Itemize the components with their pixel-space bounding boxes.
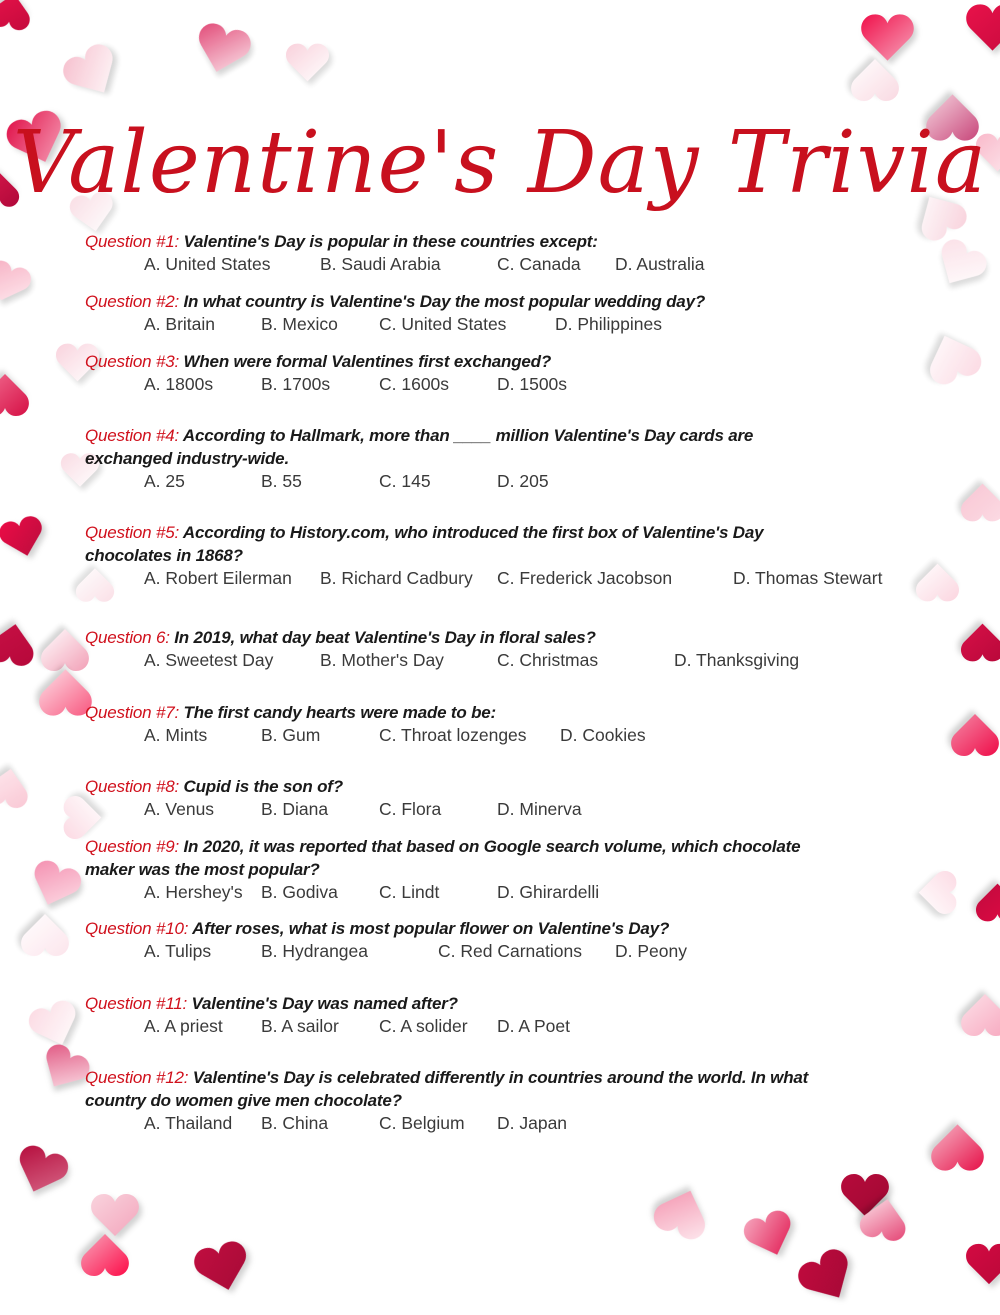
answer-option-b: B. A sailor [261,1016,339,1036]
answer-option-a: A. 25 [144,471,185,491]
answer-option-d: D. 1500s [497,374,568,394]
question-label: Question #12: [85,1068,189,1087]
answer-option-d: D. Philippines [555,314,662,334]
heart-icon [850,55,900,105]
answer-option-d: D. A Poet [497,1016,570,1036]
answer-option-c: C. United States [379,314,507,334]
question-text [85,1066,815,1112]
question-9 [85,835,945,904]
answer-options [85,253,945,276]
question-prompt: Cupid is the son of? [183,777,343,796]
answer-option-c: C. A solider [379,1016,468,1036]
question-label: Question 6: [85,628,170,647]
answer-option-d: D. Cookies [560,725,646,745]
answer-option-b: B. Godiva [261,882,338,902]
heart-icon [189,1234,256,1301]
answer-option-c: C. Christmas [497,650,599,670]
question-12 [85,1066,945,1135]
answer-options [85,567,945,590]
question-prompt: After roses, what is most popular flower on Valentine's Day? [192,919,670,938]
heart-icon [965,1240,1000,1288]
question-text [85,521,815,567]
answer-option-d: D. Thanksgiving [674,650,800,670]
question-7 [85,701,945,747]
question-prompt: According to History.com, who introduced the first box of Valentine's Day chocolates in 1868? [85,523,764,565]
heart-icon [0,510,50,565]
heart-icon [55,35,130,110]
question-label: Question #4: [85,426,179,445]
question-4 [85,424,945,493]
heart-icon [790,1240,865,1315]
answer-option-b: B. 1700s [261,374,331,394]
answer-options [85,798,945,821]
question-text [85,835,815,881]
answer-option-d: D. Australia [615,254,705,274]
answer-options [85,881,945,904]
answer-option-c: C. Throat lozenges [379,725,527,745]
answer-option-d: D. Minerva [497,799,582,819]
question-label: Question #9: [85,837,179,856]
heart-icon [0,0,35,35]
answer-option-b: B. Mexico [261,314,338,334]
question-11 [85,992,945,1038]
question-label: Question #8: [85,777,179,796]
answer-options [85,724,945,747]
answer-option-a: A. United States [144,254,271,274]
question-prompt: When were formal Valentines first exchanged? [183,352,552,371]
heart-icon [0,254,36,312]
answer-option-c: C. Red Carnations [438,941,582,961]
question-label: Question #10: [85,919,189,938]
answer-option-a: A. Thailand [144,1113,233,1133]
answer-options [85,313,945,336]
question-prompt: In 2019, what day beat Valentine's Day in floral sales? [174,628,596,647]
question-label: Question #7: [85,703,179,722]
answer-option-d: D. Peony [615,941,687,961]
answer-option-c: C. Frederick Jacobson [497,568,673,588]
question-label: Question #11: [85,994,187,1013]
answer-option-d: D. Japan [497,1113,568,1133]
question-prompt: In what country is Valentine's Day the most popular wedding day? [183,292,706,311]
question-text [85,290,945,313]
answer-option-a: A. Tulips [144,941,212,961]
heart-icon [285,40,330,85]
question-2 [85,290,945,336]
answer-option-b: B. Diana [261,799,329,819]
heart-icon [189,16,256,83]
page-title: Valentine's Day Trivia [12,112,988,213]
question-prompt: In 2020, it was reported that based on Google search volume, which chocolate maker was the most popular? [85,837,801,879]
answer-option-b: B. Saudi Arabia [320,254,441,274]
question-text [85,350,945,373]
question-text [85,775,945,798]
answer-option-b: B. Gum [261,725,321,745]
question-text [85,626,945,649]
heart-icon [738,1203,802,1267]
answer-options [85,940,945,963]
question-text [85,424,815,470]
question-10 [85,917,945,963]
heart-icon [0,761,34,813]
answer-option-c: C. Lindt [379,882,440,902]
answer-option-a: A. Sweetest Day [144,650,274,670]
heart-icon [8,1138,75,1205]
question-5 [85,521,945,590]
heart-icon [960,620,1000,665]
heart-icon [975,880,1000,925]
answer-option-c: C. Belgium [379,1113,465,1133]
question-text [85,992,945,1015]
answer-option-b: B. Hydrangea [261,941,369,961]
answer-option-a: A. A priest [144,1016,223,1036]
question-prompt: Valentine's Day is celebrated differently in countries around the world. In what country do women give men chocolate? [85,1068,809,1110]
question-6 [85,626,945,672]
answer-option-c: C. Flora [379,799,442,819]
question-8 [85,775,945,821]
question-label: Question #1: [85,232,179,251]
answer-option-b: B. 55 [261,471,302,491]
question-prompt: Valentine's Day was named after? [191,994,458,1013]
heart-icon [960,480,1000,525]
question-text [85,917,945,940]
question-prompt: According to Hallmark, more than ____ million Valentine's Day cards are exchanged industry-wide. [85,426,754,468]
question-prompt: The first candy hearts were made to be: [183,703,496,722]
heart-icon [965,0,1000,55]
heart-icon [647,1177,717,1247]
question-label: Question #2: [85,292,179,311]
answer-option-c: C. Canada [497,254,581,274]
answer-option-d: D. Ghirardelli [497,882,600,902]
answer-options [85,470,945,493]
answer-option-d: D. 205 [497,471,549,491]
heart-icon [80,1230,130,1280]
answer-option-a: A. Britain [144,314,215,334]
question-text [85,701,945,724]
answer-option-c: C. 145 [379,471,431,491]
answer-option-a: A. Hershey's [144,882,243,902]
answer-option-d: D. Thomas Stewart [733,568,883,588]
question-1 [85,230,945,276]
answer-options [85,1015,945,1038]
answer-option-a: A. Robert Eilerman [144,568,292,588]
answer-option-a: A. Mints [144,725,208,745]
heart-icon [960,990,1000,1040]
question-label: Question #3: [85,352,179,371]
answer-options [85,1112,945,1135]
question-3 [85,350,945,396]
answer-option-a: A. Venus [144,799,215,819]
answer-options [85,373,945,396]
heart-icon [20,910,70,960]
answer-option-b: B. Richard Cadbury [320,568,473,588]
heart-icon [950,710,1000,760]
answer-option-b: B. Mother's Day [320,650,444,670]
question-label: Question #5: [85,523,179,542]
answer-options [85,649,945,672]
heart-icon [23,853,87,917]
answer-option-b: B. China [261,1113,329,1133]
answer-option-c: C. 1600s [379,374,450,394]
heart-icon [856,1191,912,1247]
question-prompt: Valentine's Day is popular in these countries except: [183,232,598,251]
answer-option-a: A. 1800s [144,374,214,394]
question-text [85,230,945,253]
heart-icon [0,616,40,672]
heart-icon [0,370,30,420]
